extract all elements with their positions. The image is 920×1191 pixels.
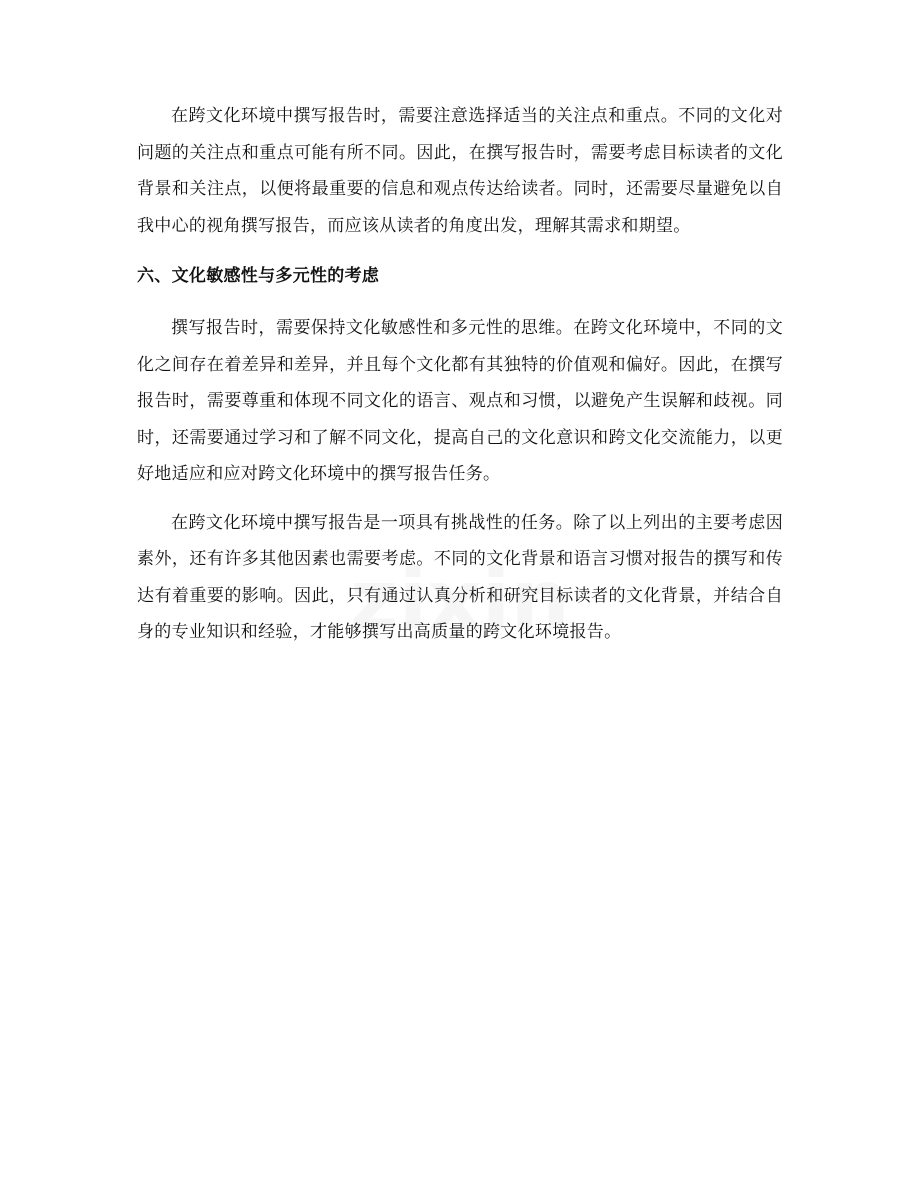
paragraph-focus-points: 在跨文化环境中撰写报告时，需要注意选择适当的关注点和重点。不同的文化对问题的关注点和重点可能有所不同。因此，在撰写报告时，需要考虑目标读者的文化背景和关注点，以便将最重要的信息和观点传达给读者。同时，还需要尽量避免以自我中心的视角撰写报告，而应该从读者的角度出发，理解其需求和期望。 xyxy=(137,106,783,236)
paragraph-conclusion: 在跨文化环境中撰写报告是一项具有挑战性的任务。除了以上列出的主要考虑因素外，还有许多其他因素也需要考虑。不同的文化背景和语言习惯对报告的撰写和传达有着重要的影响。因此，只有通过认真分析和研究目标读者的文化背景，并结合自身的专业知识和经验，才能够撰写出高质量的跨文化环境报告。 xyxy=(137,512,783,642)
paragraph-cultural-sensitivity: 撰写报告时，需要保持文化敏感性和多元性的思维。在跨文化环境中，不同的文化之间存在着差异和差异，并且每个文化都有其独特的价值观和偏好。因此，在撰写报告时，需要尊重和体现不同文化的语言、观点和习惯，以避免产生误解和歧视。同时，还需要通过学习和了解不同文化，提高自己的文化意识和跨文化交流能力，以更好地适应和应对跨文化环境中的撰写报告任务。 xyxy=(137,318,783,484)
section-heading: 六、文化敏感性与多元性的考虑 xyxy=(137,266,380,286)
